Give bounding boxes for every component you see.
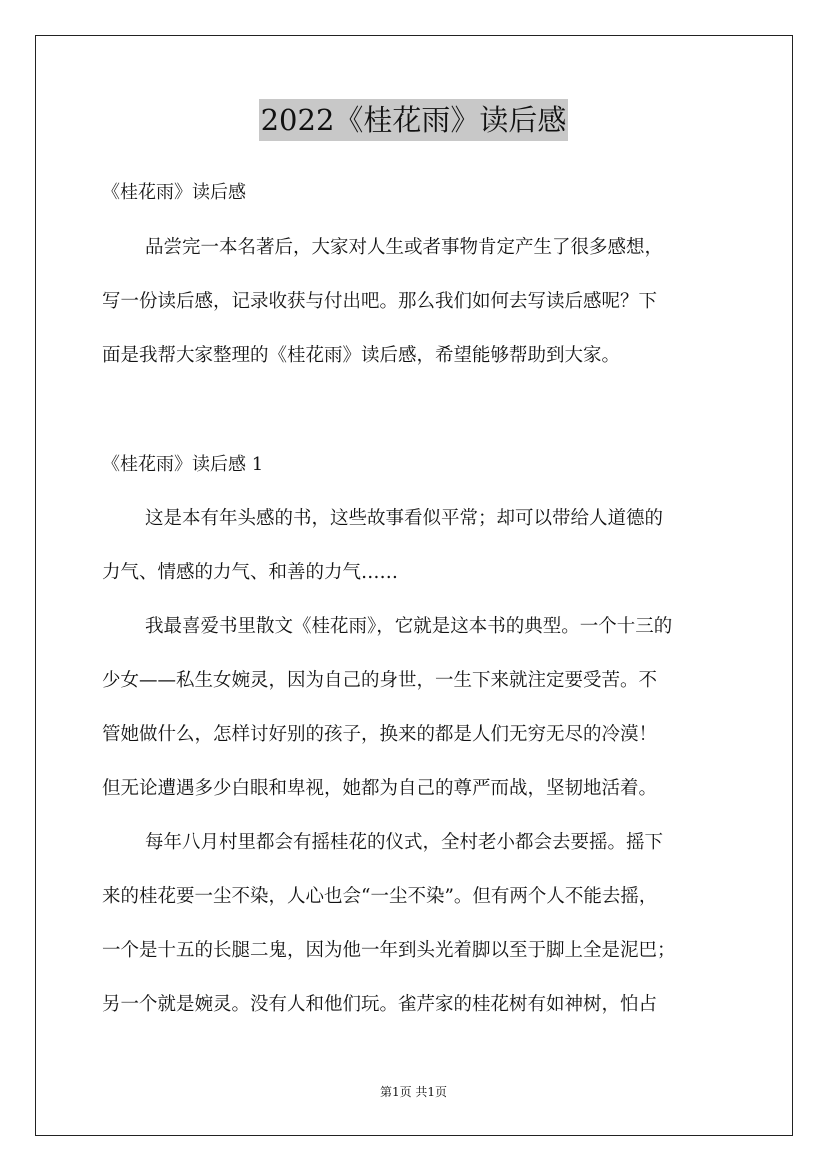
paragraph-line: 另一个就是婉灵。没有人和他们玩。雀芹家的桂花树有如神树，怕占: [102, 994, 658, 1015]
paragraph-line: 力气、情感的力气、和善的力气……: [102, 562, 399, 583]
section-heading: 《桂花雨》读后感 1: [102, 454, 264, 475]
page-footer: 第1页 共1页: [379, 1085, 448, 1099]
intro-line: 面是我帮大家整理的《桂花雨》读后感，希望能够帮助到大家。: [102, 345, 621, 366]
intro-line: 品尝完一本名著后，大家对人生或者事物肯定产生了很多感想，: [145, 237, 664, 258]
paragraph-line: 来的桂花要一尘不染，人心也会“一尘不染”。但有两个人不能去摇，: [102, 886, 658, 907]
title-container: [0, 99, 827, 141]
document-subtitle: 《桂花雨》读后感: [102, 182, 246, 203]
intro-line: 写一份读后感，记录收获与付出吧。那么我们如何去写读后感呢？下: [102, 291, 658, 312]
document-title: 2022《桂花雨》读后感: [259, 99, 569, 141]
paragraph-line: 一个是十五的长腿二鬼，因为他一年到头光着脚以至于脚上全是泥巴；: [102, 940, 676, 961]
paragraph-line: 管她做什么，怎样讨好别的孩子，换来的都是人们无穷无尽的冷漠！: [102, 724, 658, 745]
paragraph-line: 每年八月村里都会有摇桂花的仪式，全村老小都会去要摇。摇下: [145, 832, 664, 853]
paragraph-line: 但无论遭遇多少白眼和卑视，她都为自己的尊严而战，坚韧地活着。: [102, 778, 658, 799]
paragraph-line: 少女——私生女婉灵，因为自己的身世，一生下来就注定要受苦。不: [102, 670, 658, 691]
paragraph-line: 这是本有年头感的书，这些故事看似平常；却可以带给人道德的: [145, 508, 664, 529]
paragraph-line: 我最喜爱书里散文《桂花雨》，它就是这本书的典型。一个十三的: [145, 616, 673, 637]
